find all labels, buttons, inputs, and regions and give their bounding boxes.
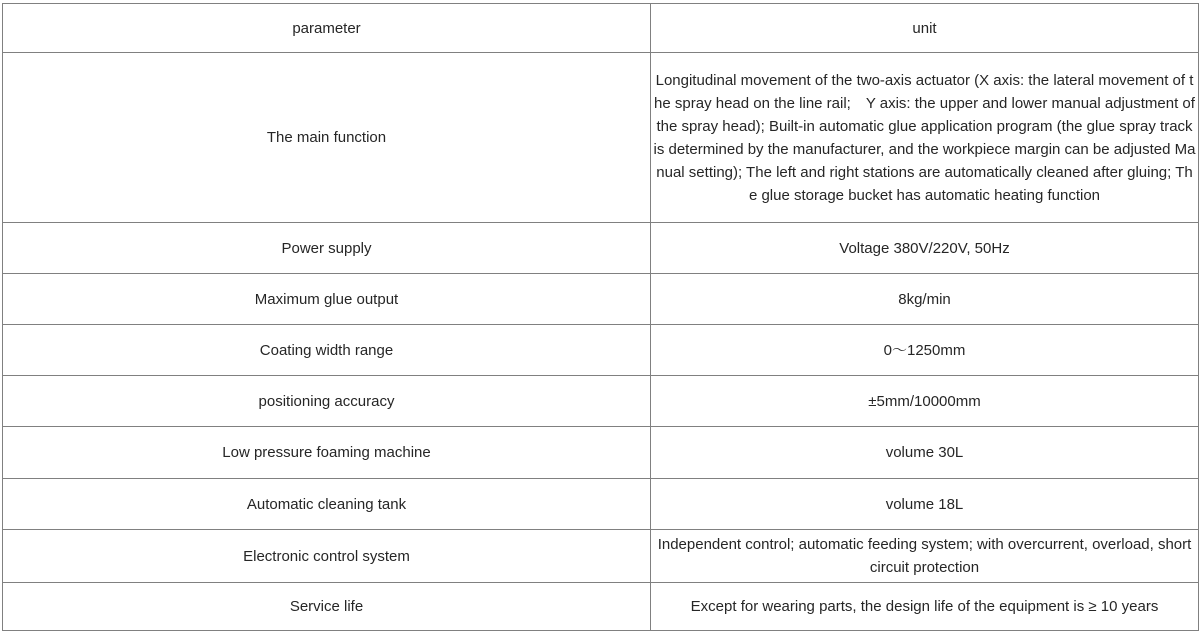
table-row-electronic-control-system bbox=[3, 530, 1199, 583]
column-header-parameter: parameter bbox=[3, 4, 651, 53]
table-row-positioning-accuracy bbox=[3, 376, 1199, 427]
table-row-coating-width-range bbox=[3, 325, 1199, 376]
table-row-maximum-glue-output bbox=[3, 274, 1199, 325]
parameter-cell: positioning accuracy bbox=[3, 376, 651, 427]
unit-cell: volume 18L bbox=[651, 479, 1199, 530]
parameter-cell: Coating width range bbox=[3, 325, 651, 376]
table-row-automatic-cleaning-tank bbox=[3, 479, 1199, 530]
unit-cell: Voltage 380V/220V, 50Hz bbox=[651, 223, 1199, 274]
parameter-cell: Power supply bbox=[3, 223, 651, 274]
unit-cell: 0～1250mm bbox=[651, 325, 1199, 376]
parameter-cell: Electronic control system bbox=[3, 530, 651, 583]
specification-table bbox=[2, 3, 1199, 631]
unit-cell: Longitudinal movement of the two-axis actuator (X axis: the lateral movement of the spray head on the line rail; Y axis: the upper and lower manual adjustment of the spray head); Built-in automatic glue application program (the glue spray track is determined by the manufacturer, and the workpiece margin can be adjusted Manual setting); The left and right stations are automatically cleaned after gluing; The glue storage bucket has automatic heating function bbox=[651, 53, 1199, 223]
table-row-power-supply bbox=[3, 223, 1199, 274]
parameter-cell: Service life bbox=[3, 583, 651, 631]
unit-cell: volume 30L bbox=[651, 427, 1199, 479]
unit-cell: ±5mm/10000mm bbox=[651, 376, 1199, 427]
parameter-cell: Maximum glue output bbox=[3, 274, 651, 325]
table-row-main-function bbox=[3, 53, 1199, 223]
unit-cell: Independent control; automatic feeding system; with overcurrent, overload, short circuit protection bbox=[651, 530, 1199, 583]
table-row-low-pressure-foaming-machine bbox=[3, 427, 1199, 479]
unit-cell: 8kg/min bbox=[651, 274, 1199, 325]
table-row-service-life bbox=[3, 583, 1199, 631]
parameter-cell: Automatic cleaning tank bbox=[3, 479, 651, 530]
unit-cell: Except for wearing parts, the design life of the equipment is ≥ 10 years bbox=[651, 583, 1199, 631]
parameter-cell: Low pressure foaming machine bbox=[3, 427, 651, 479]
column-header-unit: unit bbox=[651, 4, 1199, 53]
table-header-row bbox=[3, 4, 1199, 53]
parameter-cell: The main function bbox=[3, 53, 651, 223]
